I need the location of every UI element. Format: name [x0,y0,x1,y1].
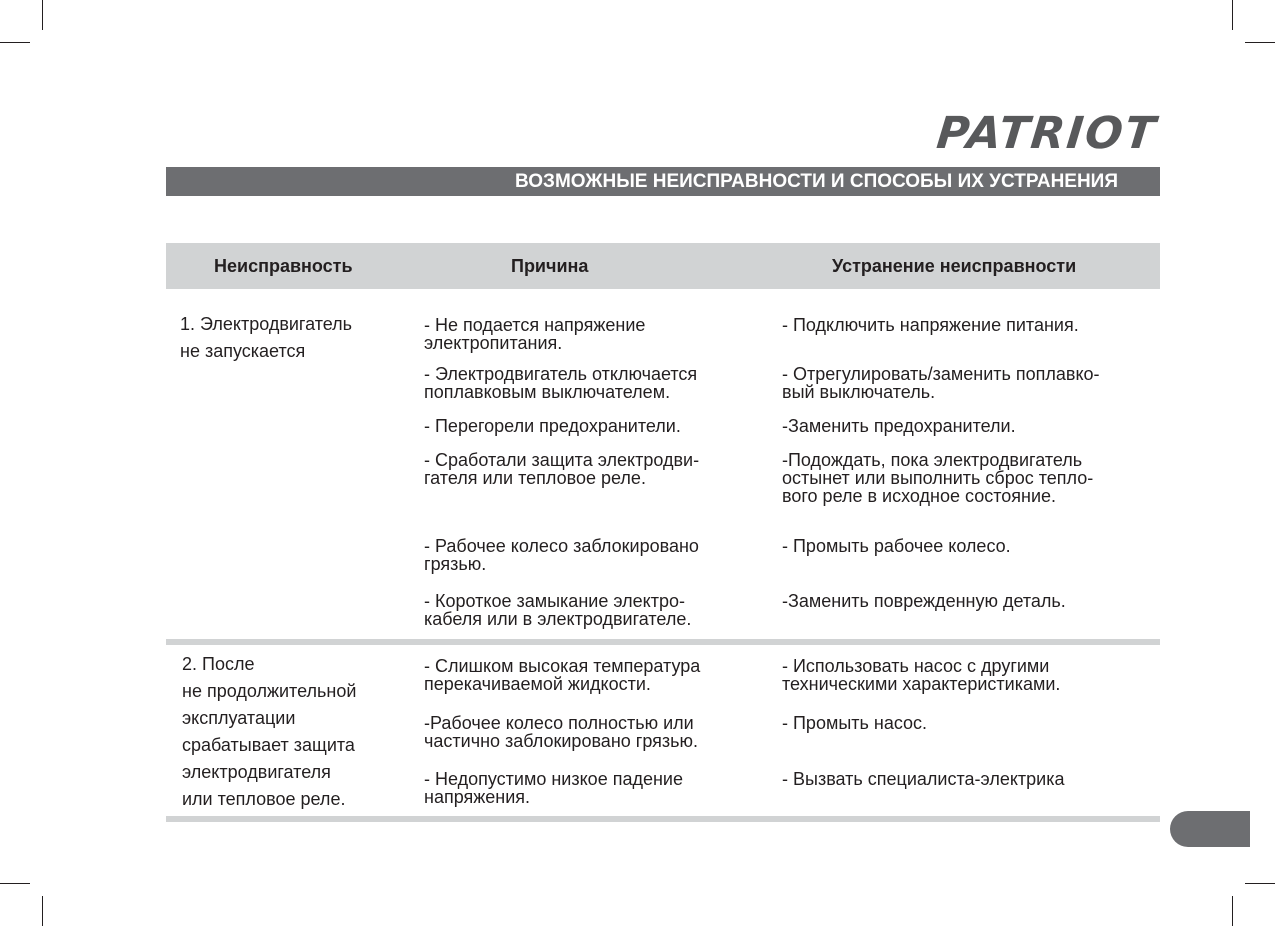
cause-cell: - Сработали защита электродви- гателя или тепловое реле. [424,450,700,488]
cause-cell: - Рабочее колесо заблокировано грязью. [424,536,699,574]
section-title: ВОЗМОЖНЫЕ НЕИСПРАВНОСТИ И СПОСОБЫ ИХ УСТРАНЕНИЯ [515,171,1118,192]
fault-cell: 1. Электродвигатель не запускается [180,314,353,361]
fault-cell: 2. После не продолжительной эксплуатации срабатывает защита электродвигателя или тепловое реле. [182,654,357,809]
crop-mark [0,883,30,884]
remedy-cell: -Заменить поврежденную деталь. [782,591,1066,611]
remedy-cell: - Использовать насос с другими техническими характеристиками. [782,656,1061,694]
cause-cell: - Недопустимо низкое падение напряжения. [424,769,683,807]
remedy-cell: - Подключить напряжение питания. [782,315,1079,335]
cause-cell: - Слишком высокая температура перекачиваемой жидкости. [424,656,701,694]
crop-mark [42,0,43,30]
remedy-cell: - Вызвать специалиста-электрика [782,769,1065,789]
section-title-bar [166,167,1160,196]
remedy-cell: - Отрегулировать/заменить поплавко- вый выключатель. [782,364,1100,402]
header-remedy: Устранение неисправности [832,256,1077,276]
table-header-row [166,243,1160,289]
cause-cell: -Рабочее колесо полностью или частично заблокировано грязью. [424,713,699,751]
crop-mark [1232,896,1233,926]
brand-logo: PATRIOT [934,108,1160,159]
remedy-cell: - Промыть рабочее колесо. [782,536,1011,556]
page-number-tab [1170,811,1250,847]
header-fault: Неисправность [214,256,353,276]
remedy-cell: -Подождать, пока электродвигатель остынет или выполнить сброс тепло- вого реле в исходное состояние. [782,450,1094,506]
crop-mark [1245,42,1275,43]
table-bottom-rule [166,816,1160,822]
crop-mark [0,42,30,43]
header-cause: Причина [511,256,589,276]
cause-cell: - Электродвигатель отключается поплавковым выключателем. [424,364,698,402]
crop-mark [1245,883,1275,884]
crop-mark [42,896,43,926]
remedy-cell: -Заменить предохранители. [782,416,1016,436]
cause-cell: - Не подается напряжение электропитания. [424,315,646,353]
remedy-cell: - Промыть насос. [782,713,928,733]
cause-cell: - Короткое замыкание электро- кабеля или в электродвигателе. [424,591,692,629]
cause-cell: - Перегорели предохранители. [424,416,681,436]
crop-mark [1232,0,1233,30]
row-separator [166,639,1160,645]
